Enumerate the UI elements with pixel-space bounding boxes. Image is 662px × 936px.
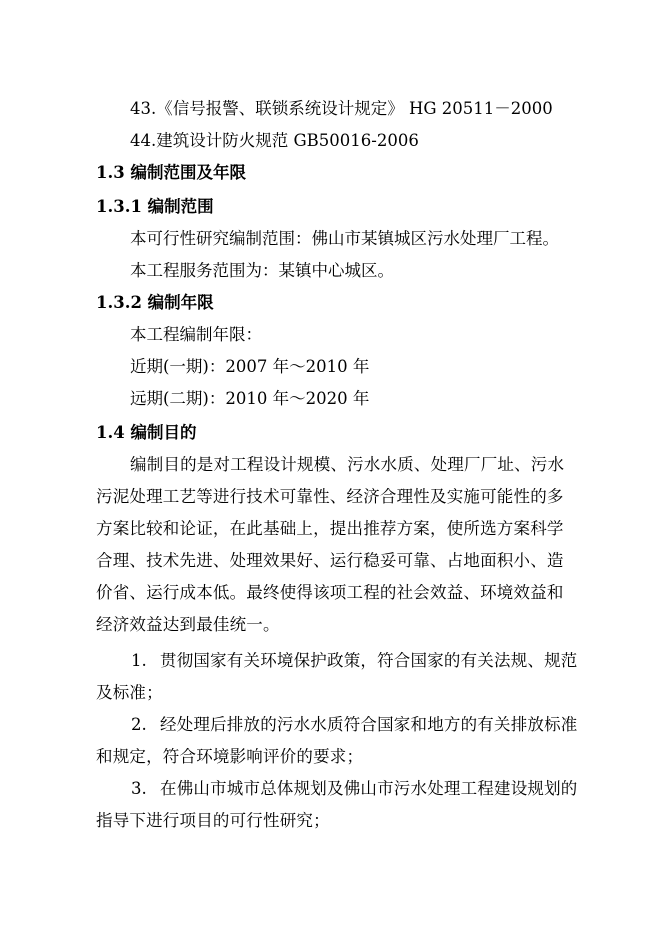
list-item-continuation: 指导下进行项目的可行性研究； <box>96 811 330 830</box>
list-item-text: 贯彻国家有关环境保护政策，符合国家的有关法规、规范 <box>160 651 578 670</box>
subsection-heading-1-3-1: 1.3.1 编制范围 <box>96 197 214 216</box>
purpose-paragraph-line-4: 合理、技术先进、处理效果好、运行稳妥可靠、占地面积小、造 <box>96 551 564 570</box>
section-heading-1-4: 1.4 编制目的 <box>96 423 197 442</box>
reference-43: 43.《信号报警、联锁系统设计规定》 HG 20511－2000 <box>130 99 553 118</box>
period-line-3: 远期(二期)：2010 年～2020 年 <box>130 389 370 408</box>
purpose-paragraph-line-2: 污泥处理工艺等进行技术可靠性、经济合理性及实施可能性的多 <box>96 487 564 506</box>
list-item-text: 在佛山市城市总体规划及佛山市污水处理工程建设规划的 <box>160 779 578 798</box>
scope-line-1: 本可行性研究编制范围：佛山市某镇城区污水处理厂工程。 <box>130 229 559 248</box>
section-heading-1-3: 1.3 编制范围及年限 <box>96 163 246 182</box>
list-item-continuation: 和规定，符合环境影响评价的要求； <box>96 747 364 766</box>
period-line-1: 本工程编制年限： <box>130 325 262 344</box>
subsection-heading-1-3-2: 1.3.2 编制年限 <box>96 293 214 312</box>
list-item-number: 1. <box>131 651 147 670</box>
list-item-number: 2. <box>131 715 147 734</box>
purpose-paragraph-line-5: 价省、运行成本低。最终使得该项工程的社会效益、环境效益和 <box>96 583 564 602</box>
reference-44: 44.建筑设计防火规范 GB50016-2006 <box>130 131 419 150</box>
purpose-paragraph-line-6: 经济效益达到最佳统一。 <box>96 615 280 634</box>
list-item-number: 3. <box>131 779 147 798</box>
purpose-paragraph-line-3: 方案比较和论证，在此基础上，提出推荐方案，使所选方案科学 <box>96 519 564 538</box>
purpose-paragraph-line-1: 编制目的是对工程设计规模、污水水质、处理厂厂址、污水 <box>130 455 565 474</box>
period-line-2: 近期(一期)：2007 年～2010 年 <box>130 357 370 376</box>
list-item-continuation: 及标准； <box>96 683 163 702</box>
list-item-text: 经处理后排放的污水水质符合国家和地方的有关排放标准 <box>160 715 578 734</box>
scope-line-2: 本工程服务范围为：某镇中心城区。 <box>130 261 394 280</box>
